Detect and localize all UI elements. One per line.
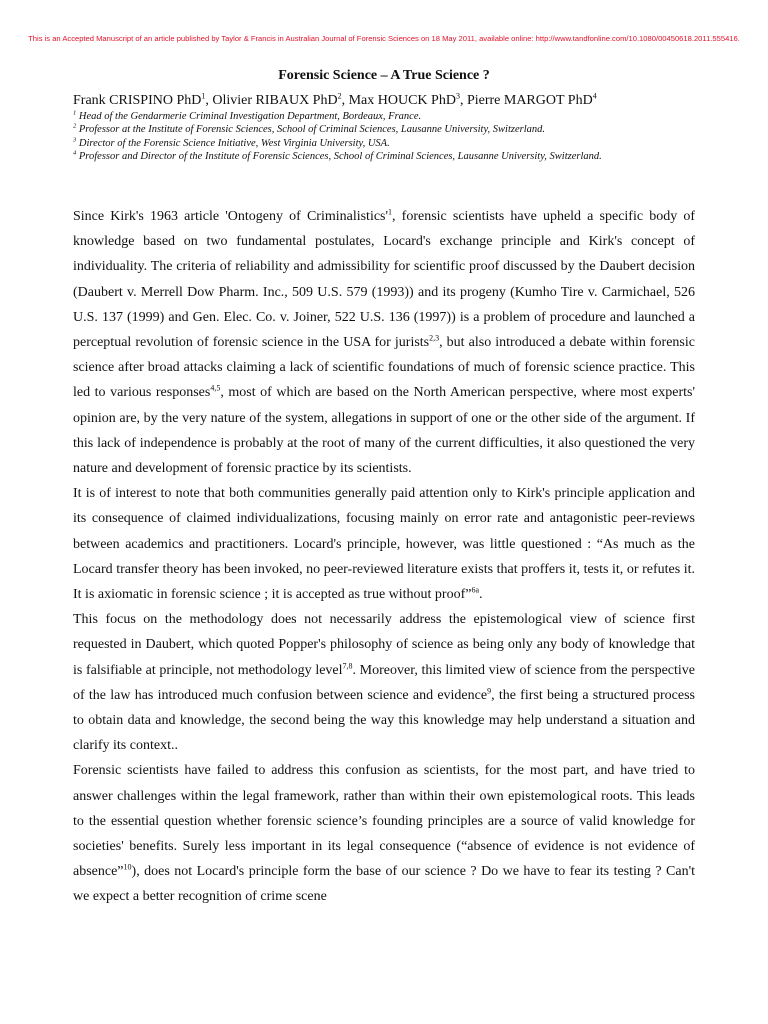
affiliation <box>73 137 695 150</box>
author-name: Pierre MARGOT PhD <box>466 93 593 108</box>
author-affiliation-mark: 4 <box>592 91 597 101</box>
author-separator: , <box>341 93 349 108</box>
paragraph-text: . <box>479 587 483 603</box>
paragraph <box>73 607 695 758</box>
author-separator: , <box>459 93 467 108</box>
paper-title: Forensic Science – A True Science ? <box>278 68 490 83</box>
paragraph-text: Forensic scientists have failed to address this confusion as scientists, for the most part, and have tried to answer challenges within the legal framework, rather than within their own epistemological roots. This leads to the essential question whether forensic science’s founding principles are a source of valid knowledge for societies' benefits. Surely less important in its legal consequence (“absence of evidence is not evidence of absence” <box>73 763 695 880</box>
citation-mark: 6a <box>471 585 480 595</box>
author-separator: , <box>205 93 213 108</box>
paragraph-text: This focus on the methodology does not necessarily address the epistemological view of science first requested in Daubert, which quoted Popper's philosophy of science as being only any body of knowledge that is falsifiable at principle, not methodology level <box>73 612 695 678</box>
paragraph-text: , the first being a structured process to obtain data and knowledge, the second being the way this knowledge may help understand a situation and clarify its context.. <box>73 687 695 754</box>
paragraph-text: . Moreover, this limited view of science from the perspective of the law has introduced much confusion between science and evidence <box>73 662 695 703</box>
citation-mark: 4,5 <box>210 383 221 393</box>
paragraph <box>73 204 695 481</box>
affiliation-text: Professor at the Institute of Forensic Sciences, School of Criminal Sciences, Lausanne University, Switzerland. <box>76 124 545 136</box>
affiliation-text: Director of the Forensic Science Initiative, West Virginia University, USA. <box>76 137 390 149</box>
publication-notice: This is an Accepted Manuscript of an article published by Taylor & Francis in Australian Journal of Forensic Sciences on 18 May 2011, available online: http://www.tandfonline.com/10.1080/00450618.2011.555416. <box>28 34 740 43</box>
author-affiliation-mark: 3 <box>455 91 460 101</box>
author-name: Max HOUCK PhD <box>348 93 456 108</box>
citation-mark: 9 <box>487 686 492 696</box>
paragraph-text: It is of interest to note that both communities generally paid attention only to Kirk's principle application and its consequence of claimed individualizations, focusing mainly on error rate and antagonistic peer-reviews between academics and practitioners. Locard's principle, however, was little questioned : “As much as the Locard transfer theory has been invoked, no peer-reviewed literature exists that proffers it, tests it, or refutes it. It is axiomatic in forensic science ; it is accepted as true without proof” <box>73 486 695 603</box>
citation-mark: 10 <box>123 862 132 872</box>
paragraph-text: , but also introduced a debate within forensic science after broad attacks claiming a lack of scientific foundations of much of forensic science practice. This led to various responses <box>73 335 695 401</box>
author-name: Frank CRISPINO PhD <box>73 93 202 108</box>
author-affiliation-mark: 1 <box>201 91 206 101</box>
affiliation-list <box>73 110 695 164</box>
affiliation-number: 2 <box>73 122 77 130</box>
citation-mark: 2,3 <box>429 333 440 343</box>
paragraph-text: , most of which are based on the North American perspective, where most experts' opinion are, by the very nature of the system, allegations in support of one or the other side of the argument. If this lack of independence is probably at the root of many of the current difficulties, it also questioned the very nature and development of forensic practice by its scientists. <box>73 385 695 477</box>
affiliation <box>73 150 695 163</box>
affiliation <box>73 123 695 136</box>
paragraph-text: Since Kirk's 1963 article 'Ontogeny of Criminalistics' <box>73 209 389 224</box>
citation-mark: 1 <box>388 207 393 217</box>
citation-mark: 7,8 <box>342 661 353 670</box>
paragraph-text: , forensic scientists have upheld a specific body of knowledge based on two fundamental postulates, Locard's exchange principle and Kirk's concept of individuality. The criteria of reliability and admissibility for scientific proof discussed by the Daubert decision (Daubert v. Merrell Dow Pharm. Inc., 509 U.S. 579 (1993)) and its progeny (Kumho Tire v. Carmichael, 526 U.S. 137 (1999) and Gen. Elec. Co. v. Joiner, 522 U.S. 136 (1997)) is a problem of procedure and launched a perceptual revolution of forensic science in the USA for jurists <box>73 209 696 351</box>
affiliation <box>73 110 695 123</box>
affiliation-number: 4 <box>73 149 77 157</box>
author-list <box>73 93 713 109</box>
affiliation-text: Head of the Gendarmerie Criminal Investigation Department, Bordeaux, France. <box>76 111 422 122</box>
paragraph-text: ), does not Locard's principle form the base of our science ? Do we have to fear its testing ? Can't we expect a better recognition of crime scene <box>73 864 695 905</box>
affiliation-number: 3 <box>73 136 77 144</box>
body-text <box>73 204 695 910</box>
paragraph <box>73 758 695 909</box>
author-affiliation-mark: 2 <box>337 91 342 101</box>
affiliation-text: Professor and Director of the Institute of Forensic Sciences, School of Criminal Sciences, Lausanne University, Switzerland. <box>76 151 602 163</box>
affiliation-number: 1 <box>73 109 77 117</box>
author-name: Olivier RIBAUX PhD <box>212 93 338 108</box>
paragraph <box>73 481 695 607</box>
